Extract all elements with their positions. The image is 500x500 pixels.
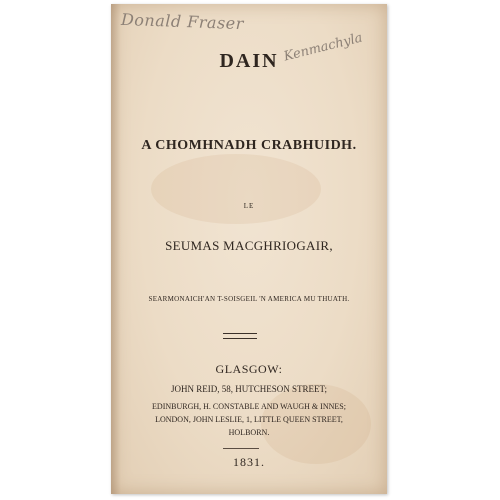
book-title: DAIN [219,50,279,72]
publication-year: 1831. [233,455,265,469]
book-subtitle: A CHOMHNADH CRABHUIDH. [141,138,357,153]
imprint-line-edinburgh: EDINBURGH, H. CONSTABLE AND WAUGH & INNES; [152,402,346,411]
imprint-publisher: JOHN REID, 58, HUTCHESON STREET; [170,384,327,394]
imprint-city: GLASGOW: [215,362,283,376]
paper-stain [261,384,371,464]
double-rule-divider [223,333,257,339]
imprint-line-holborn: HOLBORN. [228,428,270,437]
handwritten-annotation: Kenmachyla [282,30,365,65]
title-page [111,4,387,494]
imprint-line-london: LONDON, JOHN LESLIE, 1, LITTLE QUEEN STREET, [155,415,343,424]
handwritten-signature: Donald Fraser [120,9,245,34]
author-role: SEARMONAICH'AN T-SOISGEIL 'N AMERICA MU THUATH. [148,295,350,303]
paper-stain [151,154,321,224]
short-rule-divider [223,448,259,449]
author-name: SEUMAS MACGHRIOGAIR, [165,238,333,253]
by-line: LE [243,202,255,210]
